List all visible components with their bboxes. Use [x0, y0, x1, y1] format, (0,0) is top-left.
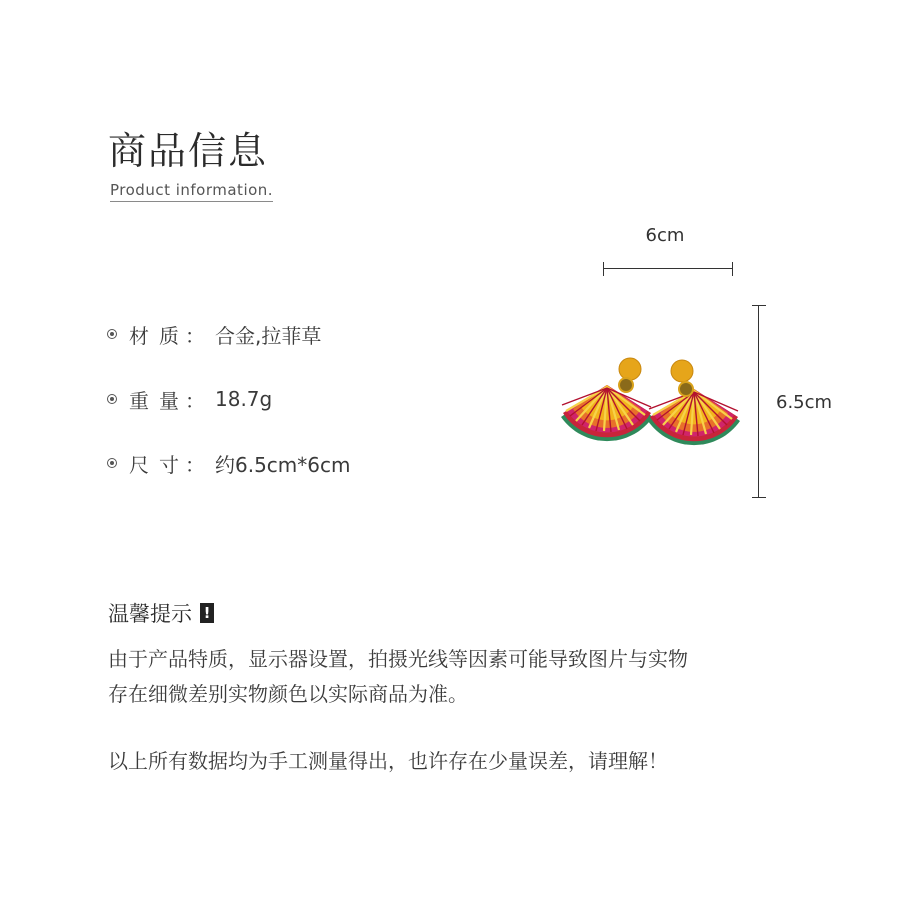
notice-title: [108, 598, 214, 628]
notice-title-text: 温馨提示: [108, 602, 192, 626]
notice-line-2: 存在细微差别实物颜色以实际商品为准。: [108, 682, 468, 706]
bullet-icon: [107, 394, 117, 404]
notice-line-1: 由于产品特质，显示器设置，拍摄光线等因素可能导致图片与实物: [108, 647, 688, 671]
spec-value: 18.7g: [215, 387, 273, 411]
page-title: 商品信息: [108, 129, 269, 173]
height-dimension-line: [751, 305, 767, 498]
notice-line-3: 以上所有数据均为手工测量得出，也许存在少量误差，请理解！: [108, 749, 668, 773]
spec-row-material: [107, 319, 321, 349]
earrings-product-image: [560, 355, 750, 460]
spec-value: 合金,拉菲草: [215, 323, 322, 348]
bullet-icon: [107, 458, 117, 468]
spec-label: 尺寸: [129, 452, 179, 477]
spec-separator: ：: [185, 388, 205, 413]
spec-label: 材质: [129, 323, 179, 348]
page-subtitle: Product information.: [110, 181, 273, 202]
spec-row-weight: [107, 384, 272, 414]
height-dimension-label: 6.5cm: [776, 392, 833, 413]
warning-icon: !: [200, 603, 214, 623]
spec-separator: ：: [185, 452, 205, 477]
bullet-icon: [107, 329, 117, 339]
spec-value: 约6.5cm*6cm: [215, 452, 351, 477]
width-dimension-line: [603, 261, 733, 277]
spec-row-size: [107, 448, 351, 478]
spec-separator: ：: [185, 323, 205, 348]
width-dimension-label: 6cm: [645, 225, 685, 246]
spec-label: 重量: [129, 388, 179, 413]
